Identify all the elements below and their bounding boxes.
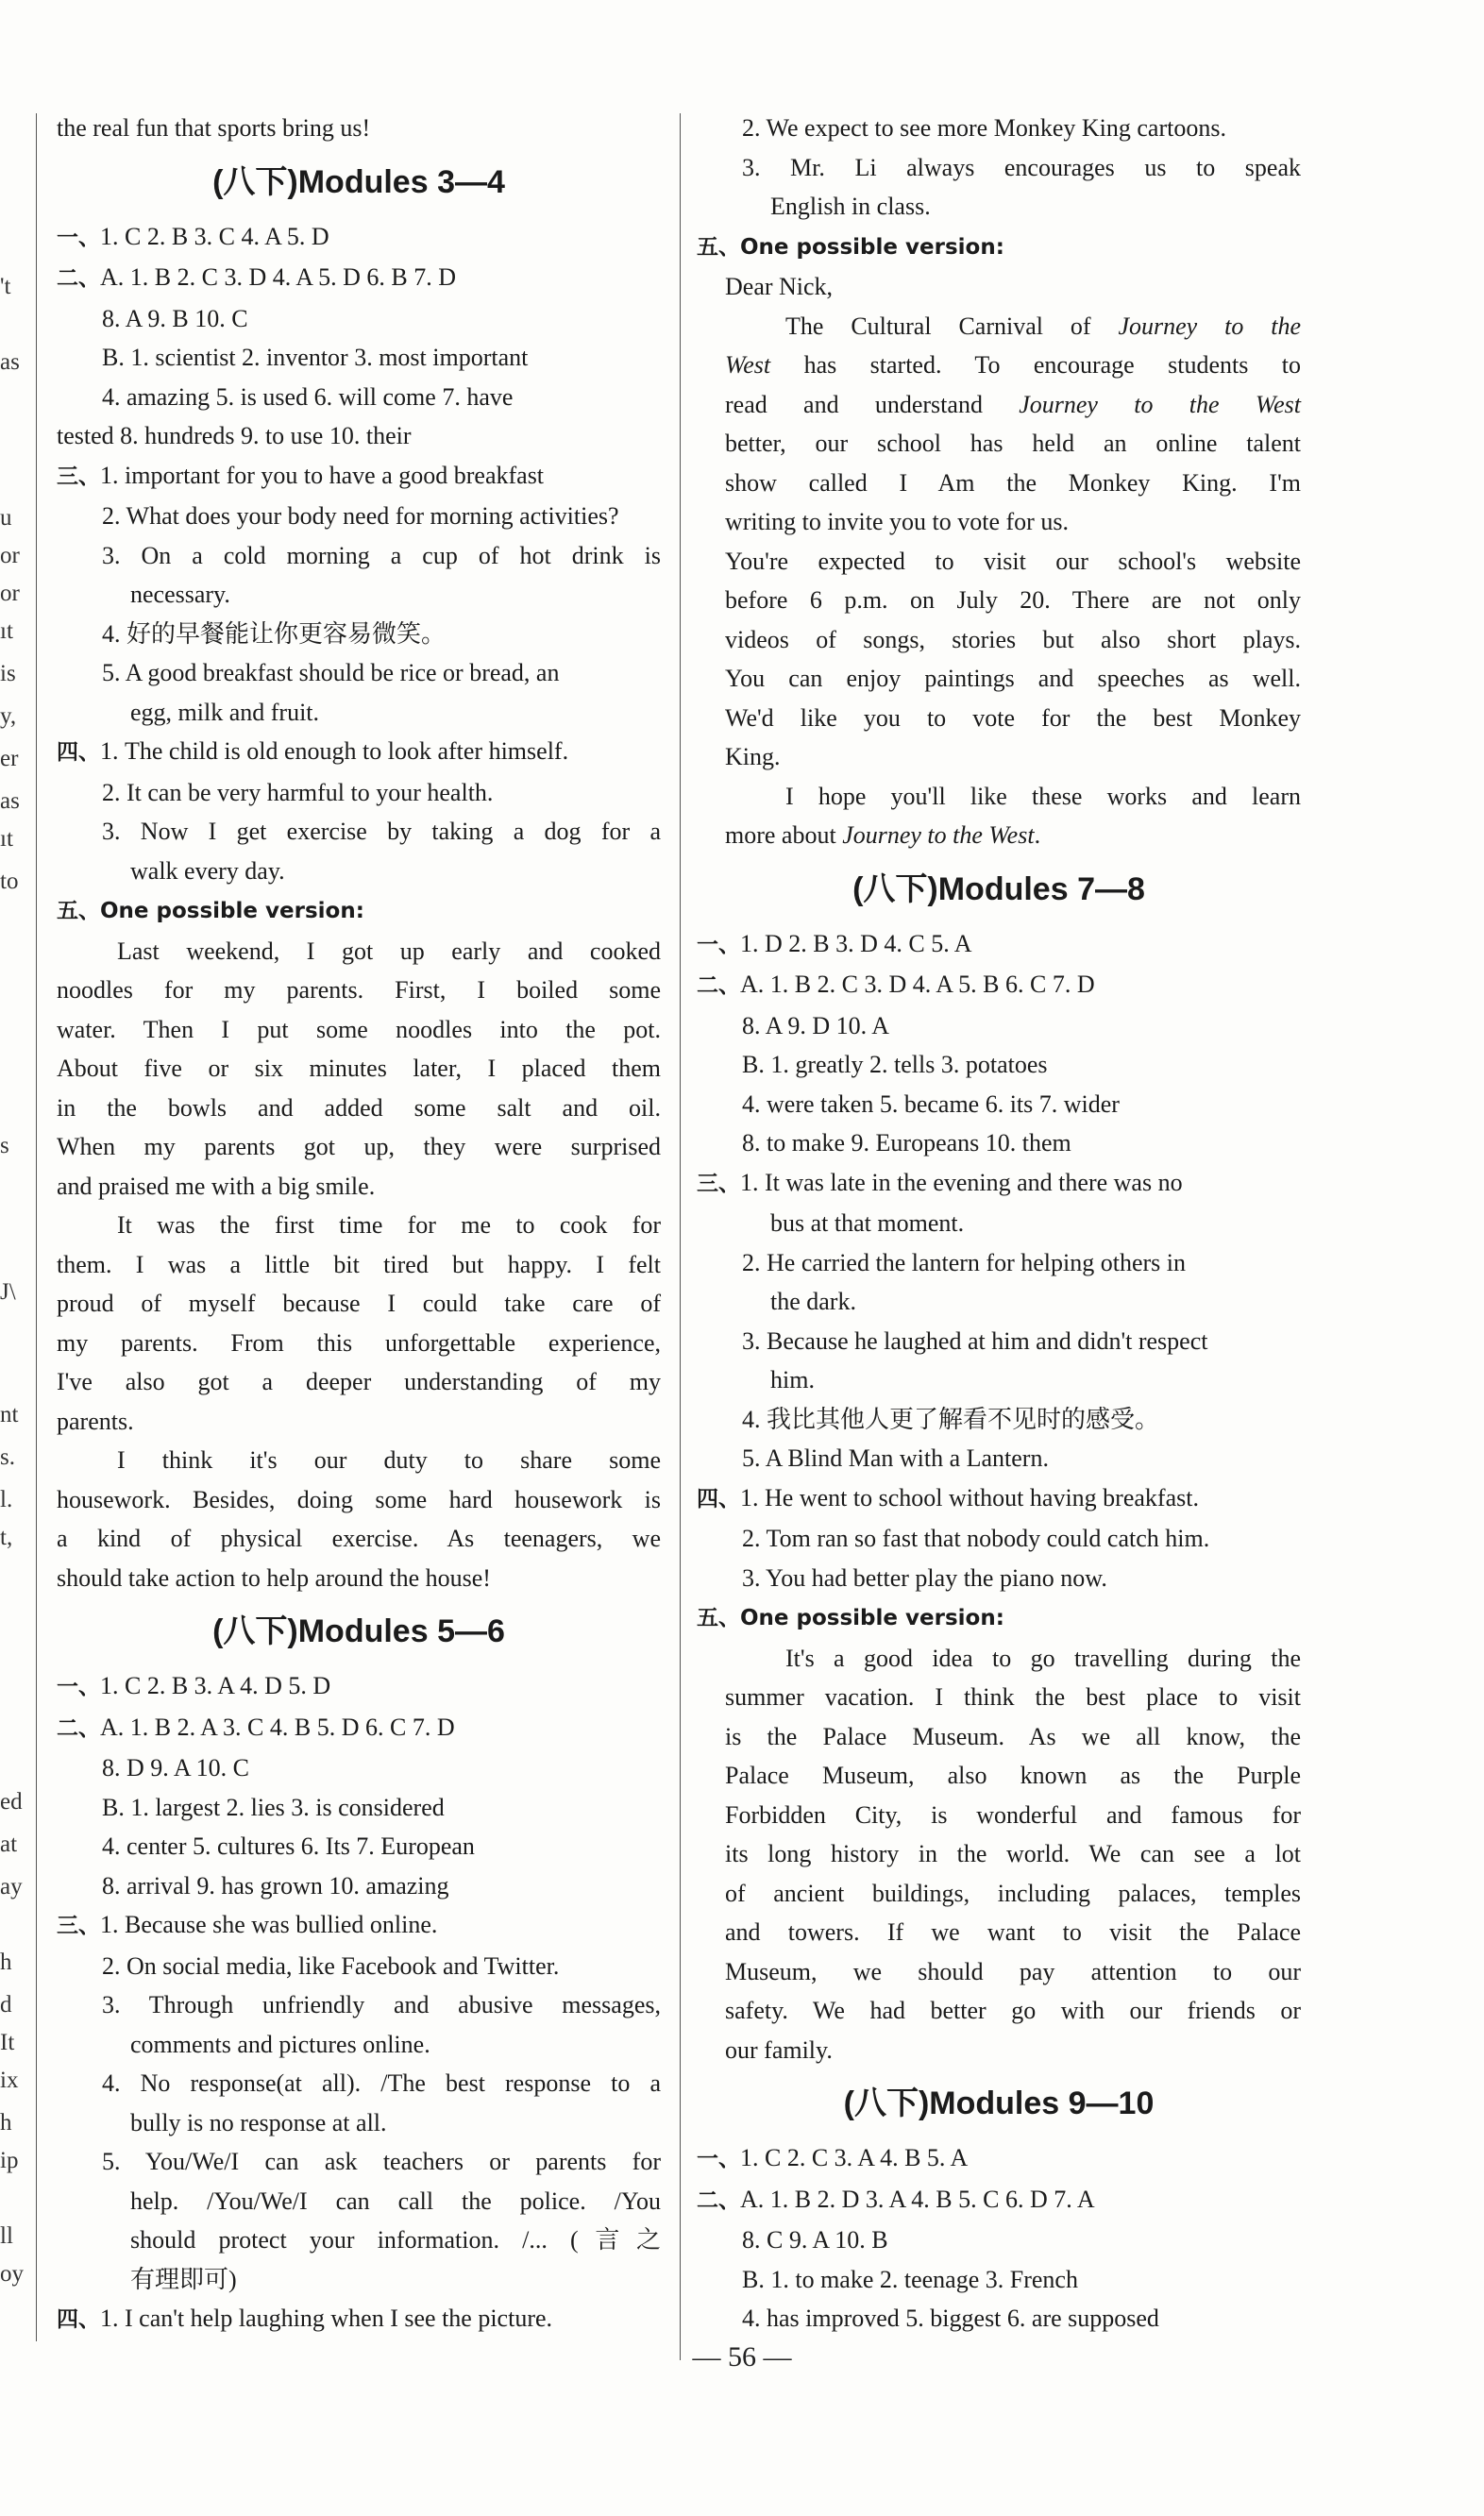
answer-line: 4. 好的早餐能让你更容易微笑。 [102,619,447,648]
part-label: 三、 [57,1914,100,1938]
margin-fragment: oy [0,2261,24,2287]
letter-line: writing to invite you to vote for us. [725,508,1069,535]
answer-line: 1. It was late in the evening and there was no [740,1168,1183,1196]
letter-line: King. [725,743,781,770]
letter-line [697,307,1301,346]
answer-line: 4. has improved 5. biggest 6. are supposed [742,2305,1159,2332]
letter-line: I hope you'll like these works and learn [785,782,1301,810]
part-label: 一、 [697,932,740,957]
essay-line: About five or six minutes later, I placed them [57,1055,661,1082]
answer-line: 5. A good breakfast should be rice or bread, an [102,659,560,686]
letter-line: before 6 p.m. on July 20. There are not only [725,586,1301,614]
letter-text: The Cultural Carnival of [785,312,1119,340]
page-number: — 56 — [692,2341,792,2372]
margin-fragment: as [0,349,20,375]
answer-line: 1. C 2. B 3. A 4. D 5. D [100,1672,331,1699]
answer-line: necessary. [130,581,230,608]
answer-line: 3. You had better play the piano now. [742,1563,1107,1592]
essay-line: Forbidden City, is wonderful and famous for [725,1800,1301,1829]
answer-line: bus at that moment. [770,1209,965,1237]
answer-line: 3. Mr. Li always encourages us to speak [742,153,1301,181]
margin-fragment: t, [0,1525,13,1550]
section-title-modules-9-10: (八下)Modules 9—10 [843,2085,1155,2121]
essay-line: housework. Besides, doing some hard housework is [57,1485,661,1513]
margin-fragment: h [0,2110,12,2136]
part-label: 二、 [697,973,740,998]
essay-line: Palace Museum, also known as the Purple [725,1762,1301,1789]
essay-line: I've also got a deeper understanding of my [57,1368,661,1395]
letter-line: You're expected to visit our school's website [725,547,1301,575]
answer-line: 8. A 9. B 10. C [102,304,248,332]
answer-line: 8. to make 9. Europeans 10. them [742,1129,1071,1157]
letter-salutation: Dear Nick, [725,273,834,300]
letter-line [697,385,1301,425]
margin-fragment: ip [0,2148,19,2173]
previous-page-bleed [0,0,32,2360]
answer-line: 3. Now I get exercise by taking a dog for a [102,818,661,845]
answer-line: 2. Tom ran so fast that nobody could catch him. [742,1525,1210,1552]
margin-fragment: nt [0,1402,19,1427]
margin-fragment: as [0,788,20,814]
margin-fragment: y, [0,703,17,729]
answer-line: egg, milk and fruit. [130,698,320,726]
answer-line: 1. The child is old enough to look after himself. [100,737,569,765]
essay-line: Last weekend, I got up early and cooked [117,937,661,965]
letter-line [697,816,1301,855]
margin-fragment: ıt [0,618,13,644]
letter-line: You can enjoy paintings and speeches as well. [725,665,1301,692]
answer-line: B. 1. scientist 2. inventor 3. most important [102,344,529,371]
essay-line: water. Then I put some noodles into the pot. [57,1015,661,1043]
essay-line: them. I was a little bit tired but happy. I felt [57,1250,661,1278]
answer-line: 8. A 9. D 10. A [742,1011,890,1039]
book-title: Journey to the [1118,312,1301,340]
writing-title: One possible version: [740,234,1004,260]
answer-line: 1. C 2. B 3. C 4. A 5. D [100,222,329,250]
essay-line: and praised me with a big smile. [57,1172,376,1200]
answer-line: 4. No response(at all). /The best response to a [102,2069,661,2097]
margin-fragment: ix [0,2068,19,2093]
intro-line: the real fun that sports bring us! [57,114,371,142]
margin-fragment: ll [0,2223,13,2249]
essay-line: a kind of physical exercise. As teenagers, we [57,1525,661,1552]
letter-line: show called I Am the Monkey King. I'm [725,468,1301,497]
answer-line: 2. It can be very harmful to your health. [102,778,494,806]
answer-line: 2. We expect to see more Monkey King cartoons. [742,114,1226,142]
margin-fragment: l. [0,1487,13,1512]
answer-line: 3. Because he laughed at him and didn't respect [742,1326,1208,1355]
answer-line: 4. center 5. cultures 6. Its 7. European [102,1832,475,1860]
answer-line: 3. On a cold morning a cup of hot drink is [102,541,661,569]
letter-line: We'd like you to vote for the best Monkey [725,703,1301,732]
part-label: 四、 [697,1486,740,1511]
part-label: 四、 [57,740,100,765]
answer-line: 1. D 2. B 3. D 4. C 5. A [740,929,972,957]
answer-line: 1. important for you to have a good breakfast [100,461,545,489]
answer-line: 2. On social media, like Facebook and Twitter. [102,1951,560,1980]
part-label: 三、 [697,1171,740,1196]
essay-line: proud of myself because I could take care of [57,1290,661,1317]
part-label: 二、 [57,266,100,291]
essay-line: I think it's our duty to share some [117,1446,661,1474]
letter-text: read and understand [725,390,1020,418]
part-label: 一、 [57,1675,100,1699]
letter-text: has started. To encourage students to [770,351,1301,379]
writing-title: One possible version: [100,899,364,923]
essay-line: its long history in the world. We can see a lot [725,1840,1301,1867]
part-label: 五、 [57,899,100,923]
part-label: 二、 [697,2187,740,2213]
margin-fragment: or [0,581,20,606]
answer-line: the dark. [770,1288,856,1315]
essay-line: and towers. If we want to visit the Palace [725,1918,1301,1946]
essay-line: is the Palace Museum. As we all know, the [725,1722,1301,1750]
margin-fragment: It [0,2030,15,2055]
essay-line: noodles for my parents. First, I boiled some [57,976,661,1004]
answer-line: 8. C 9. A 10. B [742,2226,888,2254]
answer-line: 2. What does your body need for morning activities? [102,502,619,530]
answer-line: 5. A Blind Man with a Lantern. [742,1444,1049,1472]
section-title-modules-7-8: (八下)Modules 7—8 [852,870,1145,907]
part-label: 一、 [697,2147,740,2171]
margin-fragment: d [0,1992,12,2018]
section-title-modules-5-6: (八下)Modules 5—6 [212,1613,505,1649]
margin-fragment: u [0,505,12,531]
answer-line: should protect your information. /... (言之 [130,2226,661,2254]
writing-title: One possible version: [740,1606,1004,1630]
answer-line: 2. He carried the lantern for helping others in [742,1248,1186,1276]
letter-line: better, our school has held an online talent [725,430,1301,457]
essay-line: should take action to help around the house! [57,1563,491,1592]
answer-line: comments and pictures online. [130,2030,430,2058]
essay-line: summer vacation. I think the best place to visit [725,1683,1301,1711]
margin-fragment: at [0,1832,18,1857]
essay-line: When my parents got up, they were surprised [57,1133,661,1160]
answer-line: him. [770,1366,815,1393]
letter-line: videos of songs, stories but also short plays. [725,625,1301,653]
part-label: 一、 [57,225,100,250]
letter-text: . [1034,821,1041,849]
essay-line: of ancient buildings, including palaces, temples [725,1879,1301,1907]
answer-line: 8. D 9. A 10. C [102,1754,250,1781]
margin-fragment: s. [0,1444,15,1470]
margin-fragment: is [0,661,16,686]
answer-line: B. 1. to make 2. teenage 3. French [742,2265,1078,2293]
essay-line: safety. We had better go with our friends or [725,1997,1301,2024]
margin-fragment: ay [0,1874,23,1900]
answer-line: 1. Because she was bullied online. [100,1911,438,1938]
essay-line: It was the first time for me to cook for [117,1211,661,1239]
margin-fragment: J\ [0,1279,16,1305]
essay-line: Museum, we should pay attention to our [725,1957,1301,1985]
essay-line: our family. [725,2035,833,2064]
margin-fragment: to [0,869,19,894]
answer-line: 1. He went to school without having breakfast. [740,1483,1199,1511]
answer-line: A. 1. B 2. C 3. D 4. A 5. D 6. B 7. D [100,263,457,291]
margin-fragment: s [0,1133,9,1158]
part-label: 三、 [57,464,100,489]
section-title-modules-3-4: (八下)Modules 3—4 [212,163,505,200]
answer-line: walk every day. [130,856,285,885]
answer-line: B. 1. largest 2. lies 3. is considered [102,1793,445,1821]
margin-fragment: er [0,746,19,771]
left-margin-rule [36,113,37,2341]
answer-line: A. 1. B 2. D 3. A 4. B 5. C 6. D 7. A [740,2185,1095,2213]
right-column [697,109,1301,2339]
margin-fragment: or [0,543,20,568]
answer-line: tested 8. hundreds 9. to use 10. their [57,422,412,449]
letter-line [697,346,1301,385]
answer-line: 4. 我比其他人更了解看不见时的感受。 [742,1405,1160,1433]
margin-fragment: 't [0,274,11,299]
left-column [57,109,661,2340]
answer-line: 5. You/We/I can ask teachers or parents for [102,2148,661,2175]
column-divider [680,113,681,2360]
book-title: Journey to the West [842,821,1035,849]
answer-line: 1. I can't help laughing when I see the picture. [100,2305,553,2332]
answer-line: 有理即可) [130,2265,237,2293]
part-label: 四、 [57,2307,100,2332]
part-label: 五、 [697,1606,740,1630]
letter-text: more about [725,821,843,849]
margin-fragment: h [0,1950,12,1975]
answer-line: B. 1. greatly 2. tells 3. potatoes [742,1051,1048,1078]
answer-line: A. 1. B 2. C 3. D 4. A 5. B 6. C 7. D [740,971,1095,998]
book-title: West [725,351,771,379]
answer-line: help. /You/We/I can call the police. /You [130,2187,661,2215]
margin-fragment: ed [0,1789,23,1815]
essay-line: It's a good idea to go travelling during the [785,1644,1301,1672]
essay-line: in the bowls and added some salt and oil. [57,1093,661,1122]
answer-line: 3. Through unfriendly and abusive messages, [102,1991,661,2018]
answer-line: 1. C 2. C 3. A 4. B 5. A [740,2144,969,2171]
book-title: Journey to the West [1019,390,1301,418]
answer-line: 8. arrival 9. has grown 10. amazing [102,1871,449,1900]
answer-line: A. 1. B 2. A 3. C 4. B 5. D 6. C 7. D [100,1713,455,1741]
essay-line: my parents. From this unforgettable experience, [57,1328,661,1357]
part-label: 五、 [697,234,740,260]
essay-line: parents. [57,1407,134,1435]
answer-line: English in class. [770,193,931,220]
answer-line: bully is no response at all. [130,2108,387,2136]
part-label: 二、 [57,1715,100,1741]
answer-line: 4. amazing 5. is used 6. will come 7. have [102,382,514,411]
answer-line: 4. were taken 5. became 6. its 7. wider [742,1089,1120,1118]
margin-fragment: ıt [0,826,13,852]
